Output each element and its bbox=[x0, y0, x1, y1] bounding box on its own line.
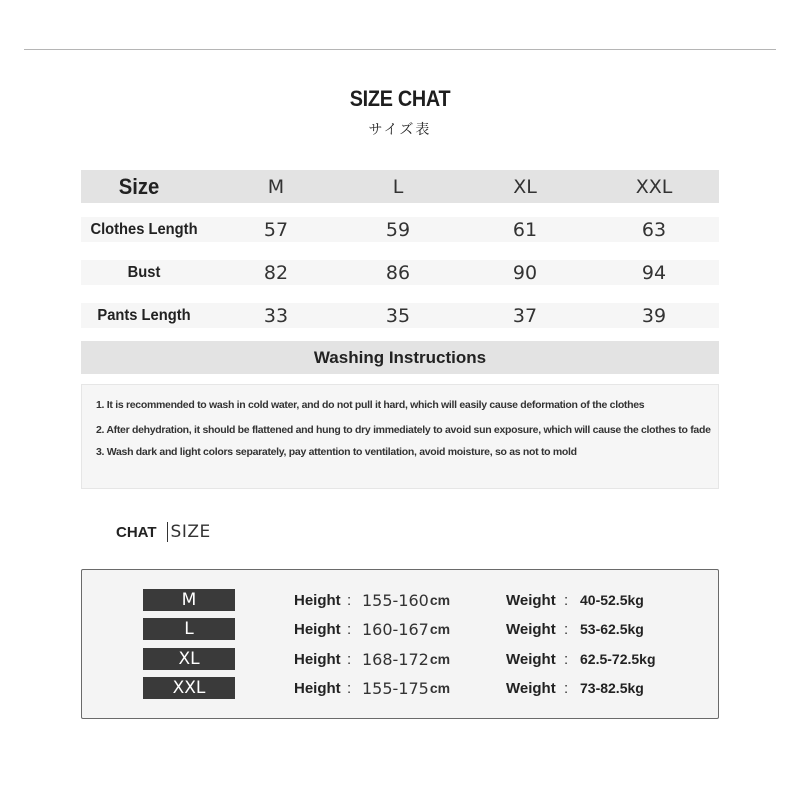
size-badge: L bbox=[143, 618, 235, 640]
table-row bbox=[81, 217, 719, 242]
top-divider bbox=[24, 49, 776, 50]
table-row bbox=[81, 303, 719, 328]
table-cell: 37 bbox=[512, 304, 538, 327]
size-badge: M bbox=[143, 589, 235, 611]
row-label: Bust bbox=[127, 263, 161, 281]
height-label: Height bbox=[294, 650, 341, 668]
height-unit: cm bbox=[429, 621, 451, 637]
fit-guide-row bbox=[82, 618, 718, 640]
weight-label: Weight bbox=[506, 620, 556, 638]
weight-value: 73-82.5kg bbox=[580, 680, 644, 696]
fit-section-label-light: SIZE bbox=[170, 522, 211, 542]
height-colon: : bbox=[347, 620, 352, 638]
washing-instructions-heading: Washing Instructions bbox=[81, 341, 719, 374]
size-badge: XL bbox=[143, 648, 235, 670]
fit-section-divider bbox=[167, 522, 168, 542]
fit-section-label bbox=[116, 522, 211, 542]
size-header-cell: M bbox=[267, 175, 285, 198]
height-unit: cm bbox=[429, 680, 451, 696]
height-unit: cm bbox=[429, 651, 451, 667]
size-header-label: Size bbox=[118, 173, 160, 199]
page-title: SIZE CHAT bbox=[349, 86, 451, 111]
height-colon: : bbox=[347, 679, 352, 697]
size-badge: XXL bbox=[143, 677, 235, 699]
height-unit: cm bbox=[429, 592, 451, 608]
table-cell: 82 bbox=[263, 261, 289, 284]
height-value bbox=[362, 648, 450, 670]
weight-label: Weight bbox=[506, 650, 556, 668]
weight-colon: : bbox=[564, 620, 569, 638]
row-label: Pants Length bbox=[97, 306, 191, 324]
height-label: Height bbox=[294, 591, 341, 609]
weight-value: 40-52.5kg bbox=[580, 592, 644, 608]
table-cell: 61 bbox=[512, 218, 538, 241]
height-range: 168-172 bbox=[362, 649, 429, 669]
height-colon: : bbox=[347, 591, 352, 609]
size-header-cell: L bbox=[392, 175, 404, 198]
table-row bbox=[81, 260, 719, 285]
weight-colon: : bbox=[564, 650, 569, 668]
fit-guide-row bbox=[82, 648, 718, 670]
size-header-cell: XXL bbox=[635, 175, 673, 198]
table-cell: 33 bbox=[263, 304, 289, 327]
height-label: Height bbox=[294, 620, 341, 638]
height-colon: : bbox=[347, 650, 352, 668]
washing-instruction-line: 3. Wash dark and light colors separately, pay attention to ventilation, avoid moisture, so as not to mold bbox=[96, 446, 577, 458]
height-value bbox=[362, 618, 450, 640]
washing-instruction-line: 2. After dehydration, it should be flattened and hung to dry immediately to avoid sun exposure, which will cause the clothes to fade bbox=[96, 424, 711, 436]
page-subtitle: サイズ表 bbox=[368, 122, 432, 138]
row-label: Clothes Length bbox=[90, 220, 198, 238]
height-value bbox=[362, 677, 450, 699]
weight-colon: : bbox=[564, 591, 569, 609]
washing-instructions-box bbox=[81, 384, 719, 489]
height-range: 155-160 bbox=[362, 590, 429, 610]
fit-guide-row bbox=[82, 589, 718, 611]
height-label: Height bbox=[294, 679, 341, 697]
table-cell: 63 bbox=[641, 218, 667, 241]
weight-label: Weight bbox=[506, 679, 556, 697]
fit-guide-row bbox=[82, 677, 718, 699]
table-cell: 57 bbox=[263, 218, 289, 241]
washing-instruction-line: 1. It is recommended to wash in cold water, and do not pull it hard, which will easily cause deformation of the clothes bbox=[96, 399, 645, 411]
size-table-header bbox=[81, 170, 719, 203]
weight-label: Weight bbox=[506, 591, 556, 609]
weight-value: 53-62.5kg bbox=[580, 621, 644, 637]
height-range: 155-175 bbox=[362, 678, 429, 698]
table-cell: 90 bbox=[512, 261, 538, 284]
table-cell: 39 bbox=[641, 304, 667, 327]
height-value bbox=[362, 589, 450, 611]
weight-value: 62.5-72.5kg bbox=[580, 651, 656, 667]
table-cell: 86 bbox=[385, 261, 411, 284]
weight-colon: : bbox=[564, 679, 569, 697]
table-cell: 94 bbox=[641, 261, 667, 284]
size-header-cell: XL bbox=[513, 175, 537, 198]
table-cell: 59 bbox=[385, 218, 411, 241]
fit-section-label-bold: CHAT bbox=[116, 523, 157, 541]
table-cell: 35 bbox=[385, 304, 411, 327]
fit-guide-box bbox=[81, 569, 719, 719]
height-range: 160-167 bbox=[362, 619, 429, 639]
